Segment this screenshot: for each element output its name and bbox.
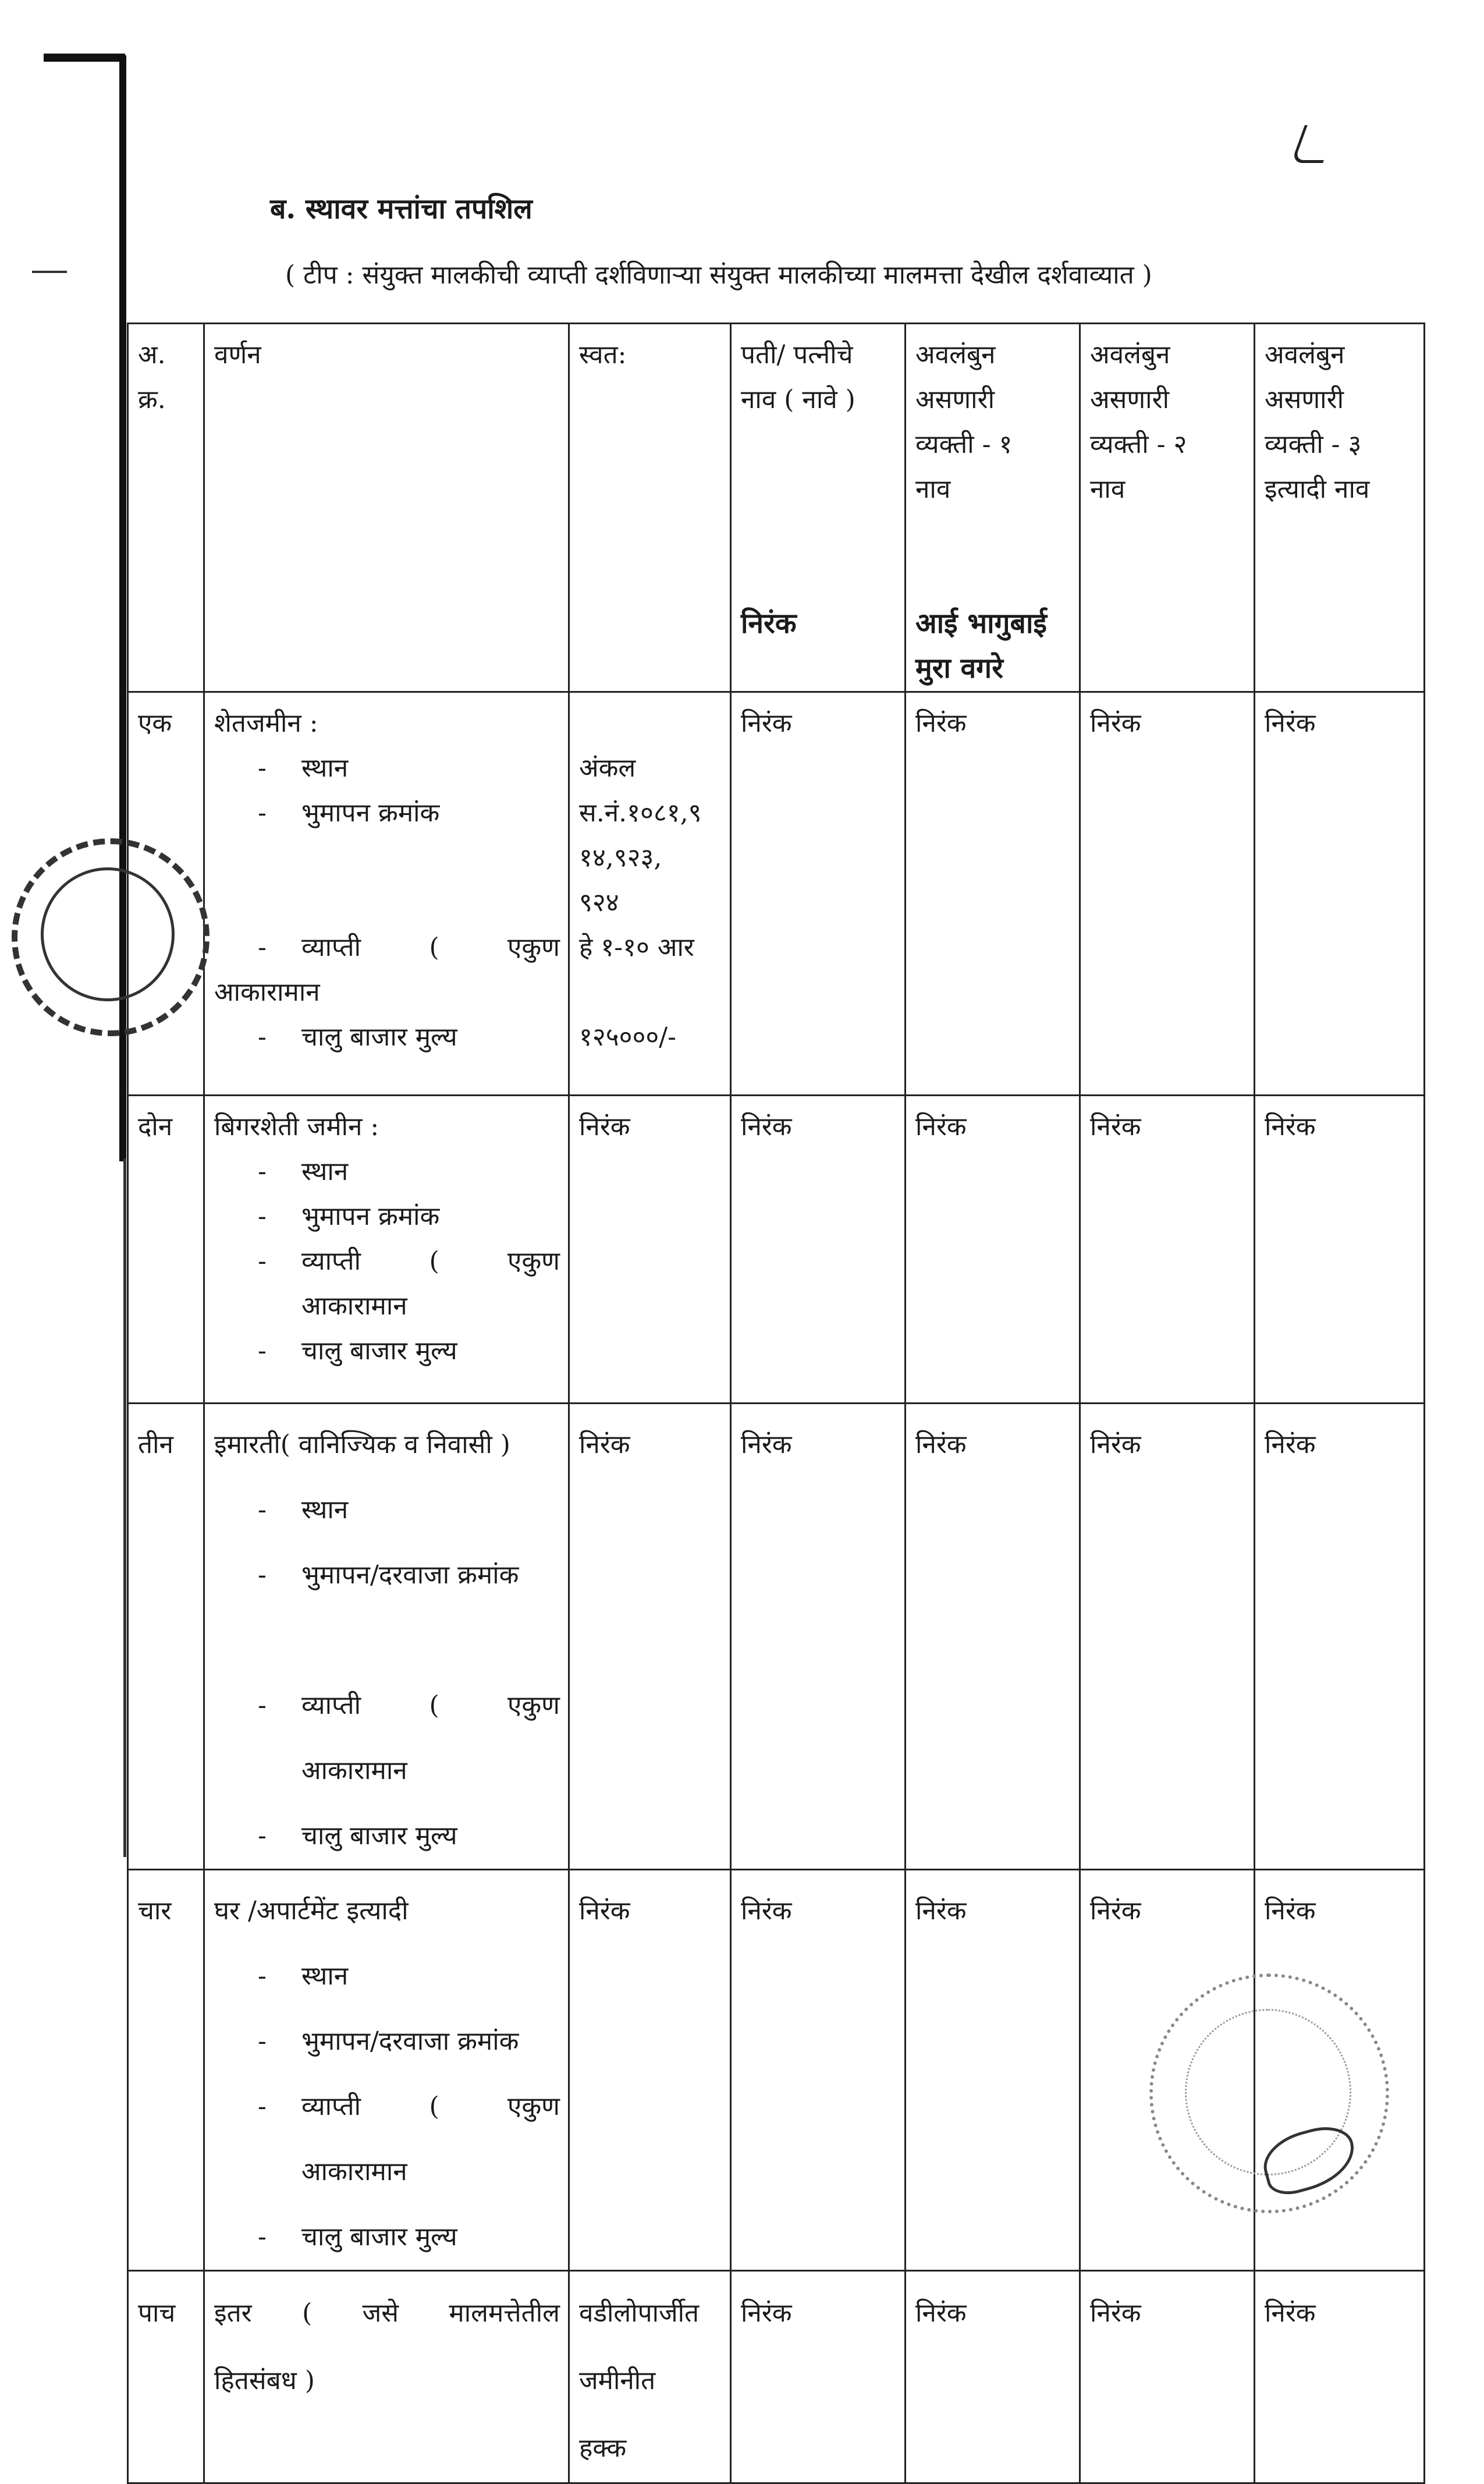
spouse-cell — [731, 1096, 906, 1404]
description-text: भुमापन क्रमांक — [301, 1202, 440, 1231]
description-line — [214, 1328, 560, 1373]
description-line — [214, 1239, 560, 1284]
description-line: हितसंबध ) — [214, 2366, 315, 2396]
description-line — [214, 1015, 560, 1059]
header-row — [128, 324, 1425, 692]
self-value-line: जमीनीत — [579, 2366, 656, 2396]
description-cell — [204, 692, 569, 1096]
table-row — [128, 692, 1425, 1096]
dep3-value: निरंक — [1265, 708, 1316, 738]
description-line: आकारामान — [301, 1291, 407, 1321]
dep1-value: निरंक — [915, 1430, 967, 1459]
dep3-cell — [1255, 1096, 1425, 1404]
description-line — [214, 925, 560, 970]
dep3-value: निरंक — [1265, 1430, 1316, 1459]
header-cell-col-dependent-1 — [906, 324, 1080, 692]
self-value-line — [579, 970, 722, 1015]
binding-line-lower — [123, 1158, 126, 1857]
description-cell — [204, 1404, 569, 1870]
description-text: चालु बाजार मुल्य — [301, 2222, 457, 2252]
description-line — [214, 2009, 560, 2074]
dep3-value: निरंक — [1265, 1112, 1316, 1142]
header-label-line: असणारी — [1090, 385, 1169, 414]
header-cell-col-serial — [128, 324, 204, 692]
dep2-value: निरंक — [1090, 1896, 1141, 1926]
header-value: मुरा वगरे — [915, 652, 1003, 685]
self-value-line: ९२४ — [579, 888, 619, 917]
notary-stamp-left — [12, 838, 210, 1036]
self-cell — [569, 1870, 731, 2271]
dep1-value: निरंक — [915, 2298, 967, 2328]
self-value-line: निरंक — [579, 1896, 630, 1926]
header-label-line: असणारी — [915, 385, 995, 414]
description-text: भुमापन/दरवाजा क्रमांक — [301, 1560, 519, 1590]
serial-number: चार — [138, 1896, 172, 1926]
description-text: भुमापन क्रमांक — [301, 798, 440, 828]
description-line: इतर ( जसे मालमत्तेतील — [214, 2298, 560, 2328]
header-label-line: असणारी — [1265, 385, 1344, 414]
self-value-line: हे १-१० आर — [579, 933, 694, 962]
table-row — [128, 1096, 1425, 1404]
header-label-line: अवलंबुन — [1090, 340, 1170, 370]
description-line — [214, 1803, 560, 1869]
header-label-line: इत्यादी नाव — [1265, 474, 1370, 504]
handwritten-page-mark — [1291, 125, 1337, 163]
self-value-line: वडीलोपार्जीत — [579, 2298, 700, 2328]
header-label-line: नाव ( नावे ) — [741, 385, 855, 414]
description-cell — [204, 1096, 569, 1404]
dep1-cell — [906, 1096, 1080, 1404]
description-line: इमारती( वानिज्यिक व निवासी ) — [214, 1430, 510, 1459]
serial-number: दोन — [138, 1112, 173, 1142]
dep2-cell — [1080, 1096, 1255, 1404]
self-value-line — [579, 701, 722, 746]
description-text: स्थान — [301, 1157, 349, 1186]
description-line — [214, 791, 560, 835]
description-cell — [204, 1870, 569, 2271]
spouse-value: निरंक — [741, 708, 792, 738]
description-line: आकारामान — [301, 1756, 407, 1785]
header-cell-col-spouse — [731, 324, 906, 692]
header-label-line: वर्णन — [214, 340, 261, 370]
self-value-line: हक्क — [579, 2433, 627, 2463]
description-line — [214, 1543, 560, 1608]
section-note: ( टीप : संयुक्त मालकीची व्याप्ती दर्शविणाऱ्या संयुक्त मालकीच्या मालमत्ता देखील दर्शवाव्यात ) — [285, 260, 1152, 290]
self-value-line: निरंक — [579, 1430, 630, 1459]
table-row — [128, 2271, 1425, 2483]
spouse-value: निरंक — [741, 2298, 792, 2328]
spouse-cell — [731, 1870, 906, 2271]
description-line — [214, 2074, 560, 2139]
spacer-line — [915, 512, 1071, 557]
header-label-line: पती/ पत्नीचे — [741, 340, 853, 370]
dep1-value: निरंक — [915, 708, 967, 738]
description-text: व्याप्ती ( एकुण — [301, 1246, 560, 1276]
header-label-line: अवलंबुन — [915, 340, 996, 370]
self-value-line: अंकल — [579, 753, 636, 783]
description-cell — [204, 2271, 569, 2483]
dep1-value: निरंक — [915, 1112, 967, 1142]
description-text: व्याप्ती ( एकुण — [301, 2092, 560, 2121]
description-line — [214, 2205, 560, 2270]
header-label-line: व्यक्ती - १ — [915, 430, 1013, 459]
description-text: स्थान — [301, 1961, 349, 1991]
description-text: चालु बाजार मुल्य — [301, 1022, 457, 1052]
description-line — [214, 1944, 560, 2009]
description-text: चालु बाजार मुल्य — [301, 1821, 457, 1851]
dep3-cell — [1255, 1404, 1425, 1870]
self-cell — [569, 1096, 731, 1404]
spouse-cell — [731, 692, 906, 1096]
description-line — [214, 746, 560, 791]
serial-cell — [128, 2271, 204, 2483]
description-line: आकारामान — [214, 977, 320, 1007]
margin-dash — [32, 271, 67, 273]
spouse-value: निरंक — [741, 1896, 792, 1926]
spouse-cell — [731, 1404, 906, 1870]
spacer-line — [915, 557, 1071, 601]
header-value: आई भागुबाई — [915, 607, 1047, 640]
header-value: निरंक — [741, 607, 797, 640]
spouse-value: निरंक — [741, 1112, 792, 1142]
header-cell-col-dependent-3 — [1255, 324, 1425, 692]
dep2-cell — [1080, 692, 1255, 1096]
dep3-value: निरंक — [1265, 1896, 1316, 1926]
serial-number: तीन — [138, 1430, 173, 1459]
description-line — [214, 1477, 560, 1543]
dep2-value: निरंक — [1090, 1430, 1141, 1459]
section-title: ब. स्थावर मत्तांचा तपशिल — [270, 193, 532, 225]
serial-cell — [128, 1096, 204, 1404]
self-cell — [569, 692, 731, 1096]
description-line — [214, 1194, 560, 1239]
self-value-line: स.नं.१०८१,९ — [579, 798, 702, 828]
description-line: बिगरशेती जमीन : — [214, 1112, 379, 1142]
description-line: आकारामान — [301, 2157, 407, 2187]
description-line — [214, 880, 560, 925]
header-label-line: स्वत: — [579, 340, 627, 370]
self-value-line: निरंक — [579, 1112, 630, 1142]
dep2-value: निरंक — [1090, 708, 1141, 738]
spacer-line — [741, 557, 896, 601]
description-line: शेतजमीन : — [214, 708, 318, 738]
spacer-line — [741, 467, 896, 512]
self-cell — [569, 1404, 731, 1870]
dep1-cell — [906, 692, 1080, 1096]
description-text: स्थान — [301, 1495, 349, 1525]
dep3-cell — [1255, 2271, 1425, 2483]
header-cell-col-self — [569, 324, 731, 692]
header-label-line: अ. — [138, 340, 166, 370]
dep2-cell — [1080, 1404, 1255, 1870]
header-cell-col-description — [204, 324, 569, 692]
self-cell — [569, 2271, 731, 2483]
header-label-line: नाव — [1090, 474, 1126, 504]
self-value-line: १४,९२३, — [579, 843, 662, 873]
spacer-line — [741, 512, 896, 557]
description-line: घर /अपार्टमेंट इत्यादी — [214, 1896, 409, 1926]
description-text: चालु बाजार मुल्य — [301, 1336, 457, 1366]
spouse-value: निरंक — [741, 1430, 792, 1459]
description-line — [214, 1608, 560, 1673]
dep3-cell — [1255, 692, 1425, 1096]
description-text: व्याप्ती ( एकुण — [301, 1691, 560, 1720]
dep2-value: निरंक — [1090, 1112, 1141, 1142]
header-label-line: नाव — [915, 474, 951, 504]
description-text: व्याप्ती ( एकुण — [301, 933, 560, 962]
serial-cell — [128, 1870, 204, 2271]
dep3-value: निरंक — [1265, 2298, 1316, 2328]
margin-mark — [44, 54, 125, 62]
spacer-line — [741, 422, 896, 467]
description-line — [214, 835, 560, 880]
header-label-line: अवलंबुन — [1265, 340, 1345, 370]
description-text: भुमापन/दरवाजा क्रमांक — [301, 2026, 519, 2056]
description-line — [214, 1673, 560, 1738]
description-text: स्थान — [301, 753, 349, 783]
dep2-cell — [1080, 2271, 1255, 2483]
spouse-cell — [731, 2271, 906, 2483]
self-value-line: १२५०००/- — [579, 1022, 676, 1052]
serial-number: एक — [138, 708, 172, 738]
serial-number: पाच — [138, 2298, 176, 2328]
dep1-cell — [906, 1870, 1080, 2271]
header-label-line: व्यक्ती - ३ — [1265, 430, 1362, 459]
table-row — [128, 1404, 1425, 1870]
header-cell-col-dependent-2 — [1080, 324, 1255, 692]
dep1-cell — [906, 2271, 1080, 2483]
description-line — [214, 1149, 560, 1194]
header-label-line: व्यक्ती - २ — [1090, 430, 1187, 459]
dep1-cell — [906, 1404, 1080, 1870]
dep2-value: निरंक — [1090, 2298, 1141, 2328]
serial-cell — [128, 1404, 204, 1870]
dep1-value: निरंक — [915, 1896, 967, 1926]
header-label-line: क्र. — [138, 385, 166, 414]
